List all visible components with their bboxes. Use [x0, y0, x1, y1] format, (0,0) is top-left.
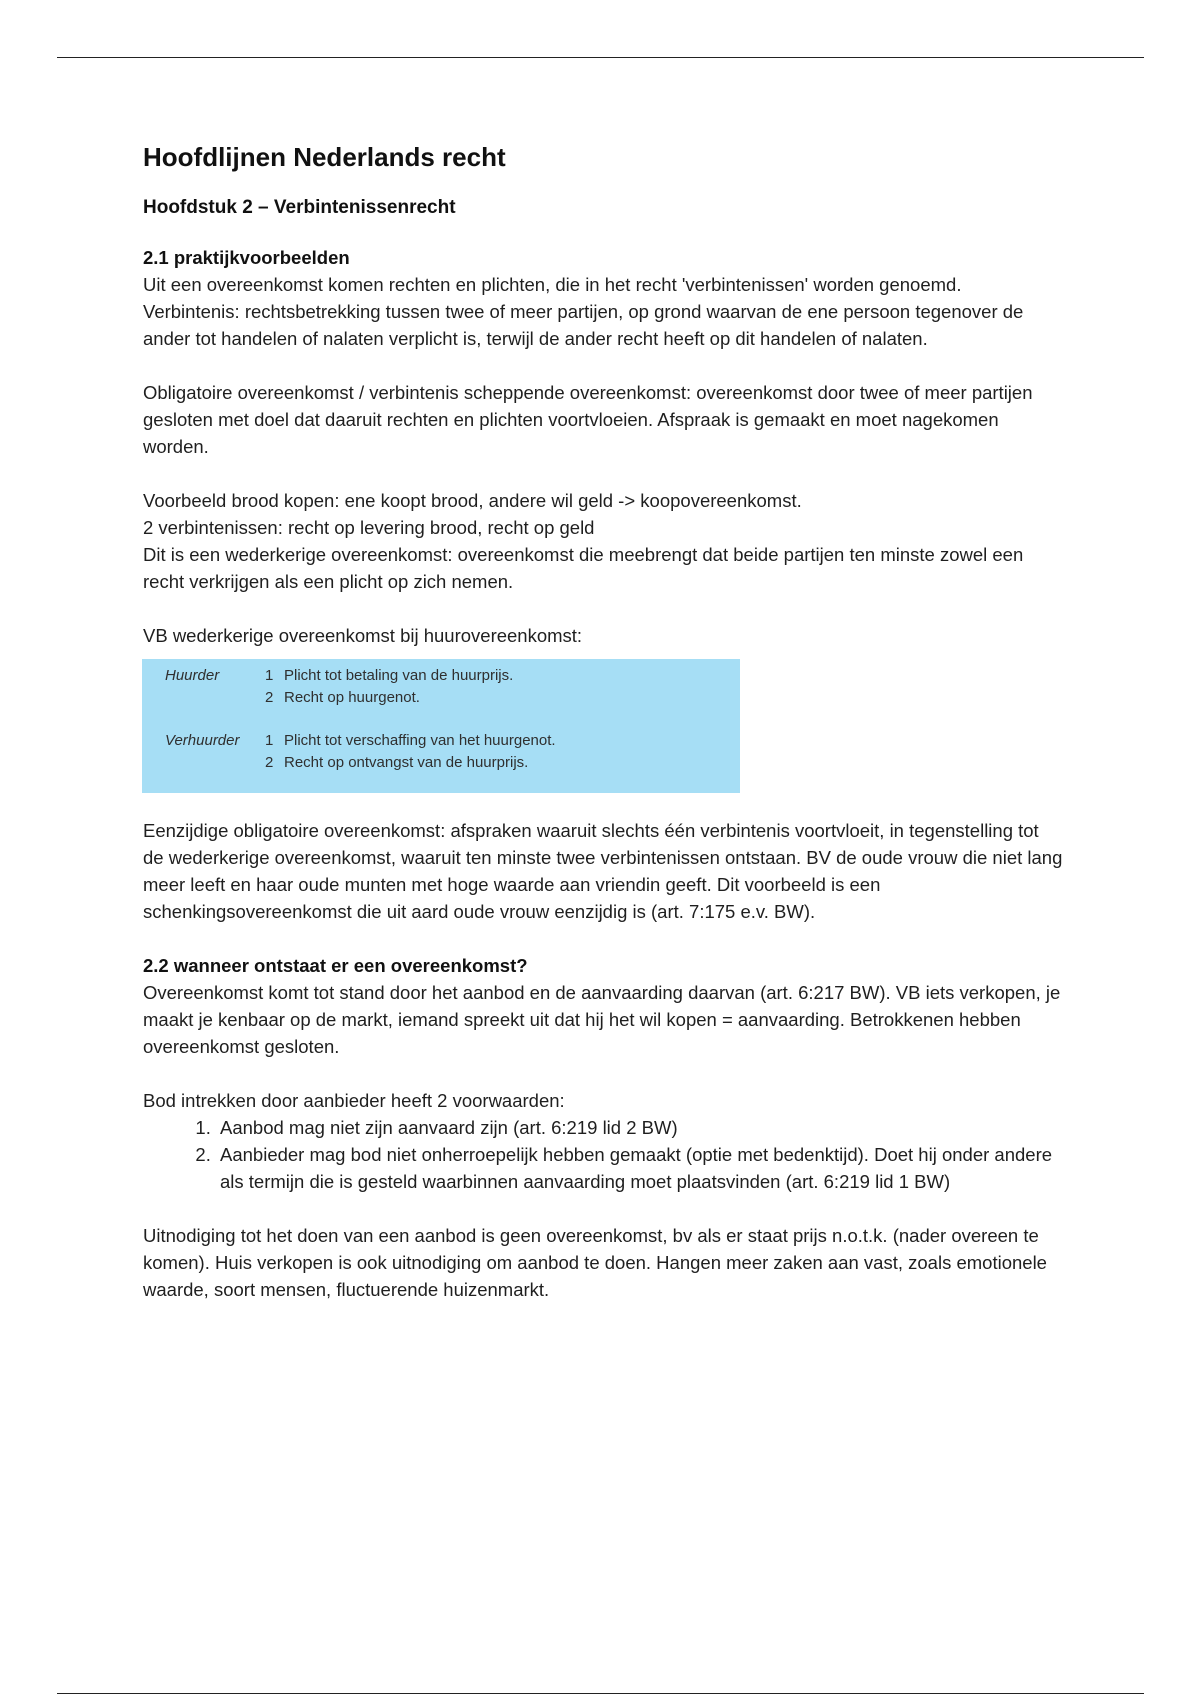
document-title: Hoofdlijnen Nederlands recht	[143, 142, 506, 172]
rent-item: 2 Recht op ontvangst van de huurprijs.	[265, 754, 529, 771]
header-rule	[57, 57, 1144, 58]
rent-item: 1 Plicht tot betaling van de huurprijs.	[265, 667, 514, 684]
rent-group-landlord	[142, 730, 740, 774]
rent-role: Verhuurder	[165, 732, 240, 749]
document-body	[143, 140, 1063, 1303]
paragraph: Bod intrekken door aanbieder heeft 2 voorwaarden:	[143, 1090, 565, 1111]
paragraph: Overeenkomst komt tot stand door het aanbod en de aanvaarding daarvan (art. 6:217 BW). VB iets verkopen, je maakt je kenbaar op de markt, iemand spreekt uit dat hij het wil kopen = aanvaarding. Betrokkenen hebben overeenkomst gesloten.	[143, 982, 1061, 1057]
paragraph-line: 2 verbintenissen: recht op levering brood, recht op geld	[143, 517, 595, 538]
chapter-title: Hoofdstuk 2 – Verbintenissenrecht	[143, 197, 456, 218]
list-item: 1. Aanbod mag niet zijn aanvaard zijn (art. 6:219 lid 2 BW)	[216, 1114, 1063, 1141]
paragraph: Eenzijdige obligatoire overeenkomst: afspraken waaruit slechts één verbintenis voortvloeit, in tegenstelling tot de wederkerige overeenkomst, waaruit ten minste twee verbintenissen ontstaan. BV de oude vrouw die niet lang meer leeft en haar oude munten met hoge waarde aan vriendin geeft. Dit voorbeeld is een schenkingsovereenkomst die uit aard oude vrouw eenzijdig is (art. 7:175 e.v. BW).	[143, 820, 1063, 922]
paragraph-line: Dit is een wederkerige overeenkomst: overeenkomst die meebrengt dat beide partijen ten minste zowel een recht verkrijgen als een plicht op zich nemen.	[143, 544, 1024, 592]
section-heading: 2.2 wanneer ontstaat er een overeenkomst?	[143, 955, 528, 976]
paragraph: Uit een overeenkomst komen rechten en plichten, die in het recht 'verbintenissen' worden genoemd. Verbintenis: rechtsbetrekking tussen twee of meer partijen, op grond waarvan de ene persoon tegenover de ander tot handelen of nalaten verplicht is, terwijl de ander recht heeft op dit handelen of nalaten.	[143, 274, 1024, 349]
rent-role: Huurder	[165, 667, 220, 684]
footer-rule	[57, 1693, 1144, 1694]
paragraph: Obligatoire overeenkomst / verbintenis scheppende overeenkomst: overeenkomst door twee of meer partijen gesloten met doel dat daaruit rechten en plichten voortvloeien. Afspraak is gemaakt en moet nagekomen worden.	[143, 382, 1033, 457]
paragraph: Uitnodiging tot het doen van een aanbod is geen overeenkomst, bv als er staat prijs n.o.t.k. (nader overeen te komen). Huis verkopen is ook uitnodiging om aanbod te doen. Hangen meer zaken aan vast, zoals emotionele waarde, soort mensen, fluctuerende huizenmarkt.	[143, 1225, 1047, 1300]
paragraph: VB wederkerige overeenkomst bij huurovereenkomst:	[143, 625, 583, 646]
rent-agreement-figure	[142, 659, 740, 793]
section-heading: 2.1 praktijkvoorbeelden	[143, 247, 350, 268]
rent-item: 1 Plicht tot verschaffing van het huurgenot.	[265, 732, 556, 749]
paragraph-line: Voorbeeld brood kopen: ene koopt brood, andere wil geld -> koopovereenkomst.	[143, 490, 802, 511]
conditions-list	[143, 1114, 1063, 1195]
section-2-2	[143, 952, 1063, 1303]
rent-item: 2 Recht op huurgenot.	[265, 689, 420, 706]
rent-group-tenant	[142, 665, 740, 709]
list-item: 2. Aanbieder mag bod niet onherroepelijk hebben gemaakt (optie met bedenktijd). Doet hij onder andere als termijn die is gesteld waarbinnen aanvaarding moet plaatsvinden (art. 6:219 lid 1 BW)	[216, 1141, 1063, 1195]
section-2-1	[143, 244, 1063, 925]
